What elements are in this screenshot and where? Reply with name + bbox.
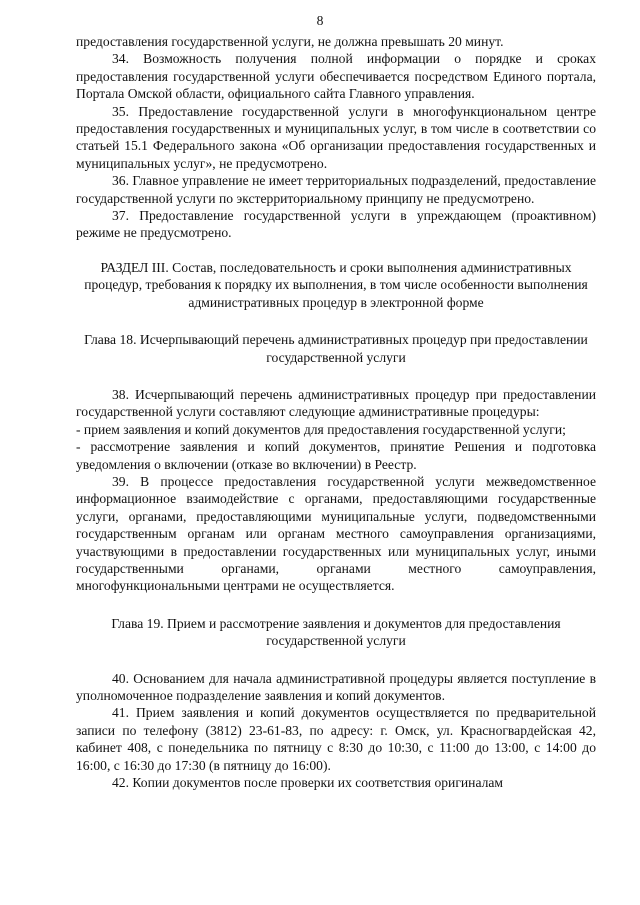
chapter-18-heading: Глава 18. Исчерпывающий перечень административных процедур при предоставлении государственной услуги: [84, 332, 588, 365]
spacer: [76, 595, 596, 615]
paragraph-37: 37. Предоставление государственной услуги в упреждающем (проактивном) режиме не предусмотрено.: [76, 208, 596, 241]
document-body: [76, 33, 596, 791]
paragraph-34: 34. Возможность получения полной информации о порядке и сроках предоставления государственной услуги обеспечивается посредством Единого портала, Портала Омской области, официального сайта Главного управления.: [76, 51, 596, 102]
spacer: [76, 366, 596, 386]
paragraph-42: 42. Копии документов после проверки их соответствия оригиналам: [112, 775, 504, 791]
spacer: [76, 650, 596, 670]
paragraph-38-item-2: - рассмотрение заявления и копий документов, принятие Решения и подготовка уведомления о включении (отказе во включении) в Реестр.: [76, 439, 596, 472]
paragraph-39: 39. В процессе предоставления государственной услуги межведомственное информационное взаимодействие с органами, предоставляющими государственные услуги, органами, предоставляющими муниципальные услуги, подведомственными государственным органам или органам местного самоуправления организациями, участвующими в предоставлении государственных или муниципальных услуг, иными государственными органами, органами местного самоуправления, многофункциональными центрами не осуществляется.: [76, 473, 596, 594]
paragraph-35: 35. Предоставление государственной услуги в многофункциональном центре предоставления государственных и муниципальных услуг, в том числе в соответствии со статьей 15.1 Федерального закона «Об организации предоставления государственных и муниципальных услуг», не предусмотрено.: [76, 103, 596, 171]
section-3-heading: РАЗДЕЛ III. Состав, последовательность и сроки выполнения административных процедур, требования к порядку их выполнения, в том числе особенности выполнения административных процедур в электронной форме: [84, 259, 588, 310]
paragraph-38: 38. Исчерпывающий перечень административных процедур при предоставлении государственной услуги составляют следующие административные процедуры:: [76, 386, 596, 420]
paragraph-41: 41. Прием заявления и копий документов осуществляется по предварительной записи по телефону (3812) 23-61-83, по адресу: г. Омск, ул. Красногвардейская 42, кабинет 408, с понедельника по пятницу с 8:30 до 10:30, с 11:00 до 13:00, с 14:00 до 16:00, с 16:30 до 17:30 (в пятницу до 16:00).: [76, 705, 596, 773]
paragraph-38-item-1: - прием заявления и копий документов для предоставления государственной услуги;: [76, 421, 566, 437]
spacer: [76, 242, 596, 259]
chapter-19-heading: Глава 19. Прием и рассмотрение заявления и документов для предоставления государственной услуги: [111, 615, 561, 649]
spacer: [76, 311, 596, 331]
page-number: 8: [316, 13, 324, 28]
paragraph-continuation: предоставления государственной услуги, не должна превышать 20 минут.: [76, 34, 504, 49]
paragraph-36: 36. Главное управление не имеет территориальных подразделений, предоставление государственной услуги по экстерриториальному принципу не предусмотрено.: [76, 173, 597, 206]
paragraph-40: 40. Основанием для начала административной процедуры является поступление в уполномоченное подразделение заявления и копий документов.: [76, 670, 596, 703]
